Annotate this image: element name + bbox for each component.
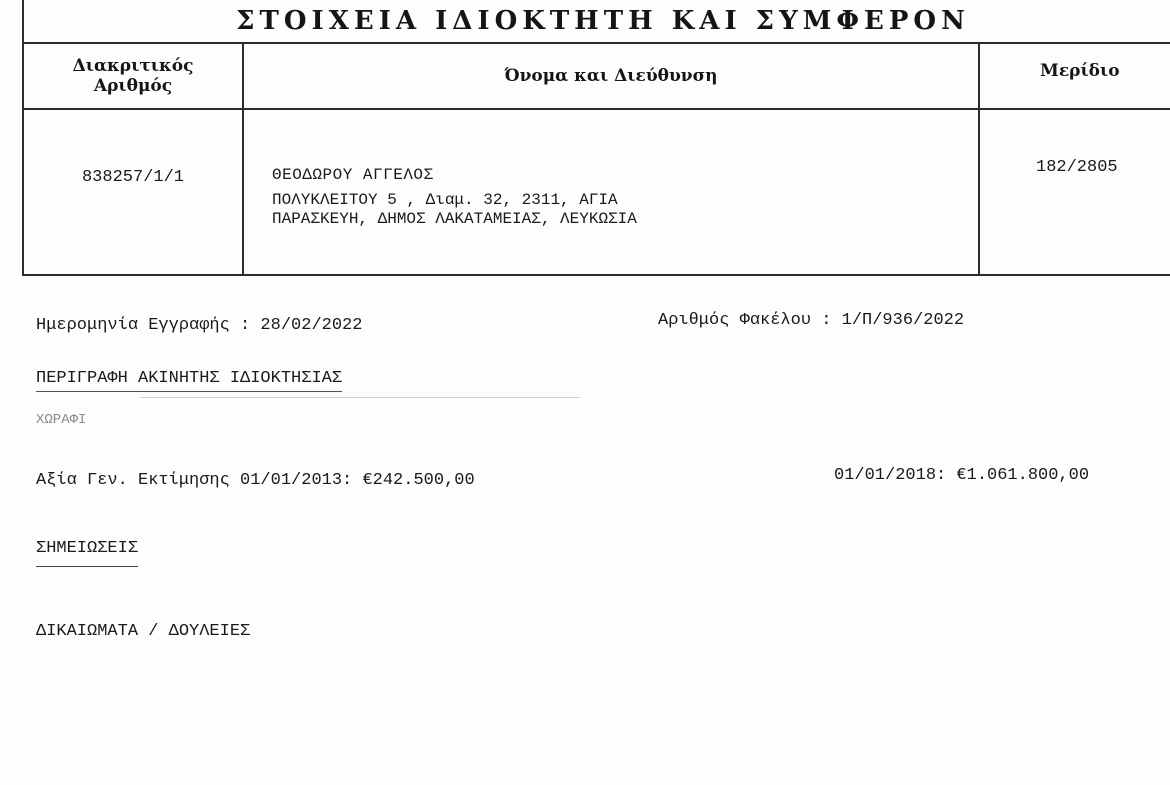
file-number: Αριθμός Φακέλου : 1/Π/936/2022: [658, 311, 965, 330]
owner-name: ΘΕΟΔΩΡΟΥ ΑΓΓΕΛΟΣ: [272, 166, 434, 184]
header-share: Μερίδιο: [980, 44, 1170, 110]
rights-heading: ΔΙΚΑΙΩΜΑΤΑ / ΔΟΥΛΕΙΕΣ: [36, 622, 251, 641]
divider: [140, 397, 580, 398]
owner-details-table: [22, 0, 1170, 276]
property-type: ΧΩΡΑΦΙ: [36, 412, 87, 428]
header-id-number: [24, 44, 244, 110]
header-name-address: Όνομα και Διεύθυνση: [244, 44, 980, 110]
owner-share-cell: 182/2805: [1036, 158, 1118, 177]
header-id-line1: Διακριτικός: [72, 56, 194, 76]
owner-name-address-cell: [244, 110, 980, 276]
table-title: ΣΤΟΙΧΕΙΑ ΙΔΙΟΚΤΗΤΗ ΚΑΙ ΣΥΜΦΕΡΟΝ: [24, 0, 1170, 44]
valuation-2018: 01/01/2018: €1.061.800,00: [834, 466, 1090, 485]
owner-address-line1: ΠΟΛΥΚΛΕΙΤΟΥ 5 , Διαμ. 32, 2311, ΑΓΙΑ: [272, 191, 618, 209]
header-id-line2: Αριθμός: [93, 76, 173, 96]
owner-address-line2: ΠΑΡΑΣΚΕΥΗ, ΔΗΜΟΣ ΛΑΚΑΤΑΜΕΙΑΣ, ΛΕΥΚΩΣΙΑ: [272, 210, 637, 228]
registration-date: Ημερομηνία Εγγραφής : 28/02/2022: [36, 316, 363, 335]
owner-id-cell: 838257/1/1: [24, 110, 244, 276]
property-description-heading: ΠΕΡΙΓΡΑΦΗ ΑΚΙΝΗΤΗΣ ΙΔΙΟΚΤΗΣΙΑΣ: [36, 369, 342, 392]
valuation-2013: Αξία Γεν. Εκτίμησης 01/01/2013: €242.500,00: [36, 471, 475, 490]
notes-heading: ΣΗΜΕΙΩΣΕΙΣ: [36, 539, 138, 567]
